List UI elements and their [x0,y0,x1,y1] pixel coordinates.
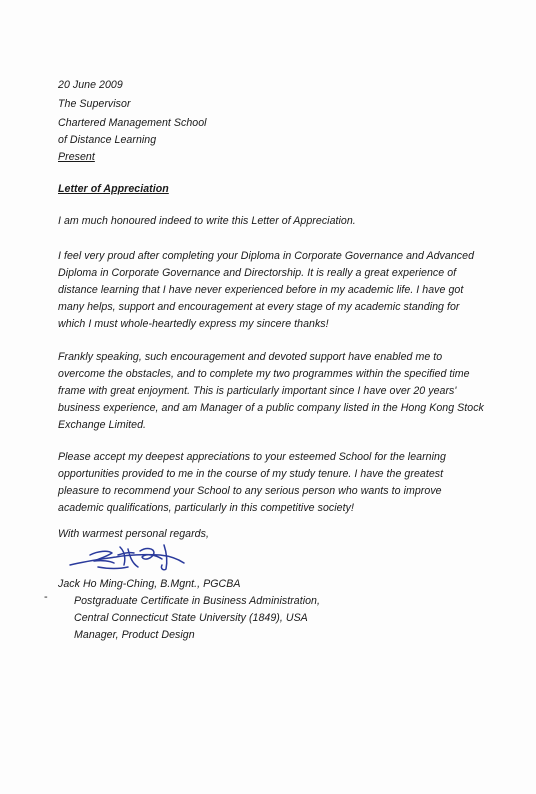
present-label: Present [58,151,95,163]
paragraph-4-line: pleasure to recommend your School to any serious person who wants to improve [58,485,442,497]
paragraph-2-line: distance learning that I have never experienced before in my academic life. I have got [58,284,464,296]
paragraph-3-line: overcome the obstacles, and to complete my two programmes within the specified time [58,368,470,380]
paragraph-2-line: Diploma in Corporate Governance and Directorship. It is really a great experience of [58,267,457,279]
paragraph-3-line: business experience, and am Manager of a public company listed in the Hong Kong Stock [58,402,484,414]
paragraph-2-line: I feel very proud after completing your Diploma in Corporate Governance and Advanced [58,250,475,262]
credential-line: Manager, Product Design [74,629,195,641]
paragraph-3-line: Exchange Limited. [58,419,147,431]
credential-line: Postgraduate Certificate in Business Administration, [74,595,320,607]
paragraph-3-line: frame with great enjoyment. This is particularly important since I have over 20 years' [58,385,457,397]
credential-line: Central Connecticut State University (1849), USA [74,612,308,624]
closing-line: With warmest personal regards, [58,528,209,540]
paragraph-2-line: many helps, support and encouragement at every stage of my academic standing for [58,301,460,313]
signer-name: Jack Ho Ming-Ching, B.Mgnt., PGCBA [58,578,241,590]
letter-date: 20 June 2009 [58,79,123,91]
credentials-bullet: - [44,591,48,603]
paragraph-2-line: which I must whole-heartedly express my sincere thanks! [58,318,329,330]
paragraph-3-line: Frankly speaking, such encouragement and devoted support have enabled me to [58,351,443,363]
signature-icon [68,539,188,575]
paragraph-4-line: academic qualifications, particularly in this competitive society! [58,502,354,514]
recipient-line: Chartered Management School [58,117,207,129]
recipient-line: of Distance Learning [58,134,157,146]
paragraph-4-line: opportunities provided to me in the course of my study tenure. I have the greatest [58,468,444,480]
recipient-line: The Supervisor [58,98,131,110]
paragraph-1-line: I am much honoured indeed to write this Letter of Appreciation. [58,215,356,227]
paragraph-4-line: Please accept my deepest appreciations to your esteemed School for the learning [58,451,446,463]
letter-heading: Letter of Appreciation [58,183,169,195]
